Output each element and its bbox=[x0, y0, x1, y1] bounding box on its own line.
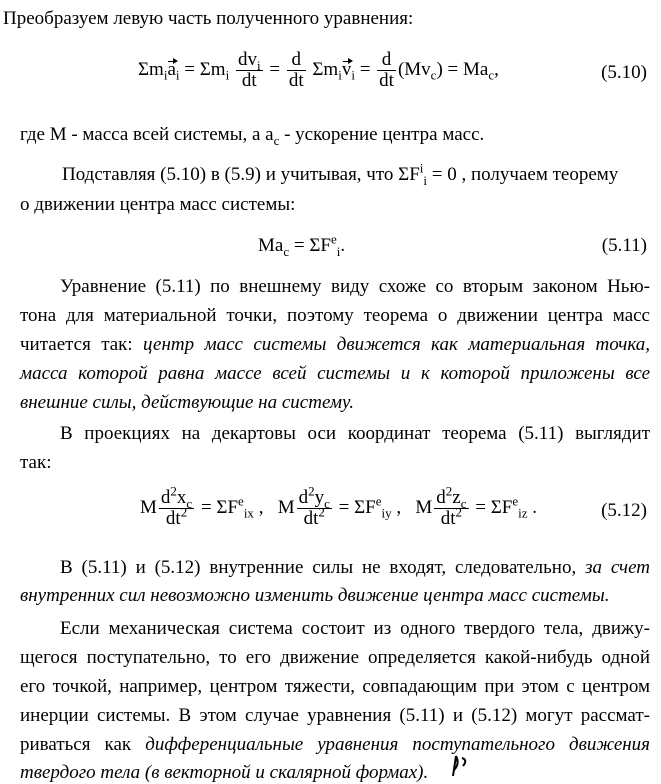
paragraph-line: Подставляя (5.10) в (5.9) и учитывая, что $\Sigma F^i_i = 0$ , получаем теорему bbox=[62, 160, 619, 188]
equation-number: (5.12) bbox=[601, 500, 647, 521]
paragraph-line: риваться как дифференциальные уравнения поступательного движения bbox=[20, 734, 651, 755]
paragraph-line: его точкой, например, центром тяжести, совпадающим при этом с центром bbox=[20, 676, 650, 697]
conclusion-text: внутренних сил невозможно изменить движение центра масс системы. bbox=[20, 585, 610, 606]
paragraph-line: тона для материальной точки, поэтому теорема о движении центра масс bbox=[20, 305, 650, 326]
equation-5-12: M $\frac{d^2x_c}{dt^2}$ = $\Sigma F^e_{ix}$ , M $\frac{d^2y_c}{dt^2}$ = $\Sigma F^e_{iy}$ , M $\frac{d^2z_c}{dt^2}$ = $\Sigma F^e_{iz}$ . bbox=[140, 483, 538, 529]
equation-number: (5.11) bbox=[601, 235, 647, 256]
equation-number: (5.10) bbox=[601, 62, 647, 83]
paragraph-line: инерции системы. В этом случае уравнения (5.11) и (5.12) могут рассмат- bbox=[20, 705, 650, 726]
end-mark-icon bbox=[446, 752, 472, 780]
equation-5-10: $\Sigma m_ia_i = \Sigma m_i$ $\frac{dv_i}{dt}$ = $\frac{d}{dt}$ $\Sigma m_iv_i$ = $\frac{d}{dt}$ $(Mv_c) = Ma_c$, bbox=[138, 49, 499, 91]
paragraph-line: Уравнение (5.11) по внешнему виду схоже со вторым законом Нью- bbox=[60, 276, 650, 297]
paragraph-line: щегося поступательно, то его движение определяется какой-нибудь одной bbox=[20, 647, 650, 668]
fraction: $\frac{d}{dt}$ bbox=[379, 49, 394, 91]
definition-text: где M - масса всей системы, а $a_c$ - ускорение центра масс. bbox=[20, 124, 485, 148]
paragraph-line: В проекциях на декартовы оси координат теорема (5.11) выглядит bbox=[60, 423, 650, 444]
paragraph-line: так: bbox=[20, 452, 52, 473]
theorem-text: внешние силы, действующие на систему. bbox=[20, 392, 355, 413]
conclusion-text: твердого тела (в векторной и скалярной формах). bbox=[20, 762, 429, 783]
fraction: $\frac{d^2x_c}{dt^2}$ bbox=[160, 483, 193, 529]
intro-text: Преобразуем левую часть полученного уравнения: bbox=[3, 8, 414, 29]
paragraph-line: о движении центра масс системы: bbox=[20, 194, 296, 215]
equation-5-11: $Ma_c = \Sigma F^e_i$. bbox=[258, 231, 346, 259]
fraction: $\frac{d^2z_c}{dt^2}$ bbox=[436, 483, 467, 529]
paragraph-line: В (5.11) и (5.12) внутренние силы не входят, следовательно, за счет bbox=[60, 557, 650, 578]
fraction: $\frac{d}{dt}$ bbox=[288, 49, 304, 91]
theorem-text: масса которой равна массе всей системы и к которой приложены все bbox=[20, 363, 650, 384]
paragraph-line: читается так: центр масс системы движется как материальная точка, bbox=[20, 334, 651, 355]
fraction: $\frac{dv_i}{dt}$ bbox=[237, 49, 261, 91]
vector-arrow: v bbox=[341, 58, 352, 80]
paragraph-line: Если механическая система состоит из одного твердого тела, движу- bbox=[60, 618, 650, 639]
vector-arrow: a bbox=[167, 58, 176, 80]
fraction: $\frac{d^2y_c}{dt^2}$ bbox=[298, 483, 330, 529]
